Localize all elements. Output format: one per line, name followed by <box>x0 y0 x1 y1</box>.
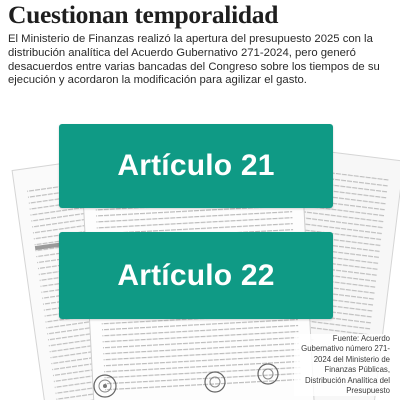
intro-paragraph: El Ministerio de Finanzas realizó la apertura del presupuesto 2025 con la distribución analítica del Acuerdo Gubernativo 271-2024, pero generó desacuerdos entre varias bancadas del Congreso sobre los tiempos de su ejecución y acordaron la modificación para agilizar el gasto. <box>8 33 380 87</box>
article-21-button[interactable] <box>59 124 333 208</box>
article-22-label: Artículo 22 <box>117 258 275 292</box>
source-caption: Fuente: Acuerdo Gubernativo número 271-2024 del Ministerio de Finanzas Públicas, Distribución Analítica del Presupuesto <box>294 334 390 396</box>
page-title: Cuestionan temporalidad <box>8 0 279 29</box>
article-21-label: Artículo 21 <box>117 149 275 182</box>
article-22-button[interactable] <box>59 232 333 319</box>
